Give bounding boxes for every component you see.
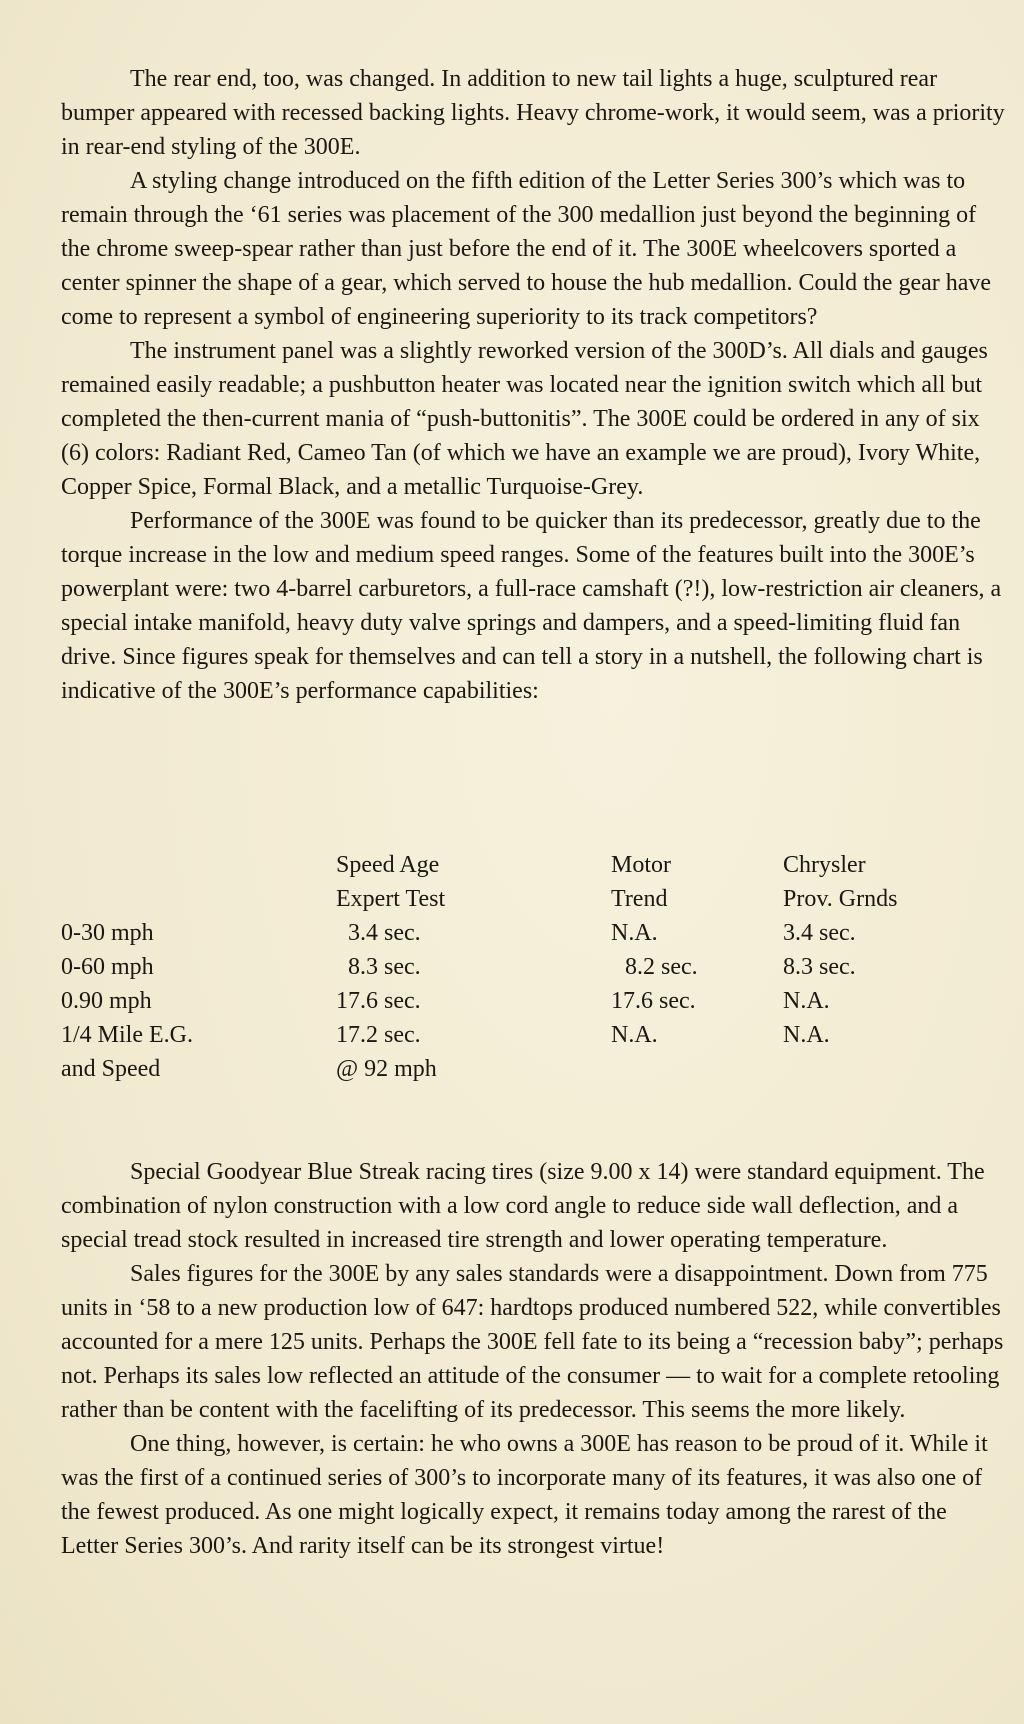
paragraph-rear-end: The rear end, too, was changed. In addition to new tail lights a huge, sculptured rear bumper appeared with recessed backing lights. Heavy chrome-work, it would seem, was a priority in rear-end styling of the 300E. bbox=[61, 66, 1005, 160]
motor-trend-value: N.A. bbox=[611, 1022, 658, 1048]
speed-age-value: 17.6 sec. bbox=[336, 988, 421, 1014]
table-row bbox=[61, 1018, 961, 1052]
motor-trend-value: 8.2 sec. bbox=[625, 954, 698, 980]
top-text-block bbox=[61, 62, 1007, 708]
row-label: 0-30 mph bbox=[61, 920, 154, 946]
speed-age-value: 8.3 sec. bbox=[348, 954, 421, 980]
chrysler-value: N.A. bbox=[783, 988, 830, 1014]
header-motor-trend-line1: Motor bbox=[611, 852, 671, 878]
motor-trend-value: N.A. bbox=[611, 920, 658, 946]
row-label: 0.90 mph bbox=[61, 988, 152, 1014]
table-row bbox=[61, 916, 961, 950]
paragraph-sales: Sales figures for the 300E by any sales standards were a disappointment. Down from 775 units in ‘58 to a new production low of 647: hardtops produced numbered 522, while convertibles accounted for a mere 125 units. Perhaps the 300E fell fate to its being a “recession baby”; perhaps not. Perhaps its sales low reflected an attitude of the consumer — to wait for a complete retooling rather than be content with the facelifting of its predecessor. This seems the more likely. bbox=[61, 1261, 1004, 1423]
table-row bbox=[61, 984, 961, 1018]
header-chrysler-line2: Prov. Grnds bbox=[783, 886, 898, 912]
header-speed-age-line2: Expert Test bbox=[336, 886, 446, 912]
header-speed-age bbox=[336, 848, 445, 916]
header-speed-age-line1: Speed Age bbox=[336, 852, 440, 878]
row-label: 1/4 Mile E.G. bbox=[61, 1022, 193, 1048]
speed-age-value: 17.2 sec. bbox=[336, 1022, 421, 1048]
chrysler-value: 3.4 sec. bbox=[783, 920, 856, 946]
motor-trend-value: 17.6 sec. bbox=[611, 988, 696, 1014]
table-row bbox=[61, 1052, 961, 1086]
header-chrysler bbox=[783, 848, 897, 916]
performance-table bbox=[61, 848, 961, 1086]
bottom-text-block bbox=[61, 1155, 1007, 1563]
chrysler-value: N.A. bbox=[783, 1022, 830, 1048]
paragraph-styling-change: A styling change introduced on the fifth edition of the Letter Series 300’s which was to remain through the ‘61 series was placement of the 300 medallion just beyond the beginning of the chrome sweep-spear rather than just before the end of it. The 300E wheelcovers sported a center spinner the shape of a gear, which served to house the hub medallion. Could the gear have come to represent a symbol of engineering superiority to its track competitors? bbox=[61, 168, 992, 330]
table-row bbox=[61, 950, 961, 984]
chrysler-value: 8.3 sec. bbox=[783, 954, 856, 980]
row-label: and Speed bbox=[61, 1056, 161, 1082]
paragraph-conclusion: One thing, however, is certain: he who owns a 300E has reason to be proud of it. While it was the first of a continued series of 300’s to incorporate many of its features, it was also one of the fewest produced. As one might logically expect, it remains today among the rarest of the Letter Series 300’s. And rarity itself can be its strongest virtue! bbox=[61, 1431, 988, 1559]
paragraph-performance: Performance of the 300E was found to be quicker than its predecessor, greatly due to the torque increase in the low and medium speed ranges. Some of the features built into the 300E’s powerplant were: two 4-barrel carburetors, a full-race camshaft (?!), low-restriction air cleaners, a special intake manifold, heavy duty valve springs and dampers, and a speed-limiting fluid fan drive. Since figures speak for themselves and can tell a story in a nutshell, the following chart is indicative of the 300E’s performance capabilities: bbox=[61, 508, 1002, 704]
header-motor-trend bbox=[611, 848, 671, 916]
paragraph-tires: Special Goodyear Blue Streak racing tires (size 9.00 x 14) were standard equipment. The combination of nylon construction with a low cord angle to reduce side wall deflection, and a special tread stock resulted in increased tire strength and lower operating temperature. bbox=[61, 1159, 985, 1253]
table-header-row bbox=[61, 848, 961, 916]
header-motor-trend-line2: Trend bbox=[611, 886, 668, 912]
speed-age-value: @ 92 mph bbox=[336, 1056, 437, 1082]
paragraph-instrument-panel: The instrument panel was a slightly reworked version of the 300D’s. All dials and gauges remained easily readable; a pushbutton heater was located near the ignition switch which all but completed the then-current mania of “push-buttonitis”. The 300E could be ordered in any of six (6) colors: Radiant Red, Cameo Tan (of which we have an example we are proud), Ivory White, Copper Spice, Formal Black, and a metallic Turquoise-Grey. bbox=[61, 338, 988, 500]
row-label: 0-60 mph bbox=[61, 954, 154, 980]
header-chrysler-line1: Chrysler bbox=[783, 852, 866, 878]
speed-age-value: 3.4 sec. bbox=[348, 920, 421, 946]
